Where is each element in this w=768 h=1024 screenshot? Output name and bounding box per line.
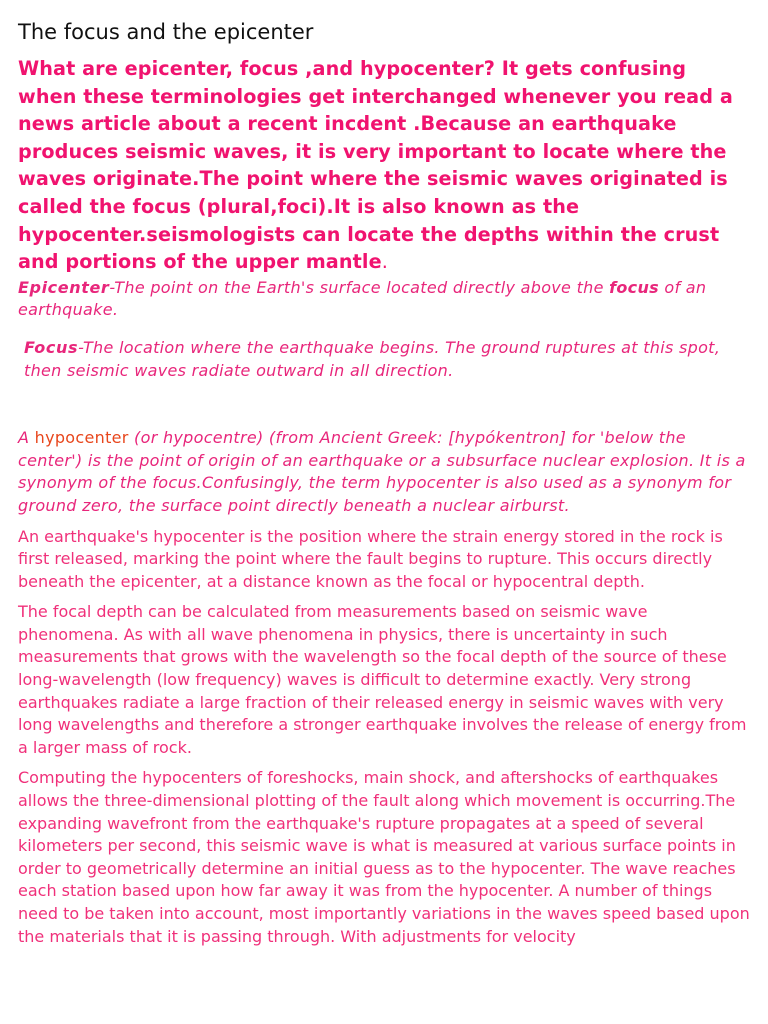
epicenter-term: Epicenter	[18, 277, 110, 297]
focus-definition	[18, 337, 750, 382]
lead-text: What are epicenter, focus ,and hypocenter? It gets confusing when these terminologies get interchanged whenever you read a news article about a recent incdent .Because an earthquake produces seismic waves, it is very important to locate where the waves originate.The point where the seismic waves originated is called the focus (plural,foci).It is also known as the hypocenter.seismologists can locate the depths within the crust and portions of the upper mantle	[18, 57, 733, 274]
lead-paragraph	[18, 55, 750, 276]
body-paragraph-1: An earthquake's hypocenter is the position where the strain energy stored in the rock is first released, marking the point where the fault begins to rupture. This occurs directly beneath the epicenter, at a distance known as the focal or hypocentral depth.	[18, 526, 723, 591]
epicenter-inline-focus: focus	[609, 277, 659, 297]
hypocenter-text: (or hypocentre) (from Ancient Greek: [hypókentron] for 'below the center') is the point of origin of an earthquake or a subsurface nuclear explosion. It is a synonym of the focus.Confusingly, the term hypocenter is also used as a synonym for ground zero, the surface point directly beneath a nuclear airburst.	[18, 428, 746, 515]
focus-text: -The location where the earthquake begins. The ground ruptures at this spot, then seismic waves radiate outward in all direction.	[24, 337, 721, 380]
hypocenter-definition	[18, 427, 750, 517]
hypocenter-link[interactable]: hypocenter	[34, 428, 129, 448]
body-paragraph-3: Computing the hypocenters of foreshocks, main shock, and aftershocks of earthquakes allows the three-dimensional plotting of the fault along which movement is occurring.The expanding wavefront from the earthquake's rupture propagates at a speed of several kilometers per second, this seismic wave is what is measured at various surface points in order to geometrically determine an initial guess as to the hypocenter. The wave reaches each station based upon how far away it was from the hypocenter. A number of things need to be taken into account, most importantly variations in the waves speed based upon the materials that it is passing through. With adjustments for velocity	[18, 768, 750, 946]
body-paragraph-2: The focal depth can be calculated from measurements based on seismic wave phenomena. As with all wave phenomena in physics, there is uncertainty in such measurements that grows with the wavelength so the focal depth of the source of these long-wavelength (low frequency) waves is difficult to determine exactly. Very strong earthquakes radiate a large fraction of their released energy in seismic waves with very long wavelengths and therefore a stronger earthquake involves the release of energy from a larger mass of rock.	[18, 602, 747, 757]
page-title: The focus and the epicenter	[18, 20, 314, 44]
epicenter-definition	[18, 277, 750, 322]
epicenter-text-after: of an earthquake.	[18, 277, 707, 320]
lead-period: .	[381, 250, 388, 274]
focus-term: Focus	[24, 337, 79, 357]
epicenter-text-before: -The point on the Earth's surface located directly above the	[109, 277, 610, 297]
hypocenter-prefix: A	[18, 428, 35, 448]
